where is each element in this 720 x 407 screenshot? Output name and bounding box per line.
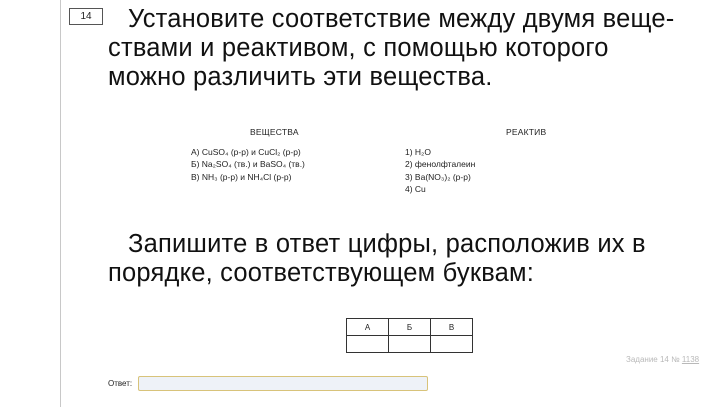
page-margin-rule — [60, 0, 61, 407]
answer-cell-b — [389, 336, 431, 353]
instruction-line-2: порядке, соответствующем буквам: — [108, 259, 535, 287]
substances-header: ВЕЩЕСТВА — [250, 127, 299, 137]
task-reference-prefix: Задание 14 № — [626, 355, 680, 364]
task-reference-link[interactable]: 1138 — [681, 355, 700, 364]
reagent-item-2: 2) фенолфталеин — [405, 159, 476, 170]
reagent-item-1: 1) H₂O — [405, 147, 431, 157]
substance-item-b: Б) Na₂SO₄ (тв.) и BaSO₄ (тв.) — [191, 159, 305, 170]
instruction-text — [108, 230, 712, 288]
question-line-3: можно различить эти вещества. — [108, 63, 493, 91]
question-text — [108, 5, 712, 92]
answer-header-v: В — [431, 319, 473, 336]
reagents-list — [405, 146, 475, 195]
answer-cell-v — [431, 336, 473, 353]
substance-item-v: В) NH₃ (р-р) и NH₄Cl (р-р) — [191, 171, 292, 182]
answer-table — [346, 318, 473, 353]
reagent-item-4: 4) Cu — [405, 183, 426, 194]
answer-label: Ответ: — [108, 379, 133, 388]
answer-table-header-row — [347, 319, 473, 336]
substances-list — [191, 146, 305, 183]
question-line-1: Установите соответствие между двумя веще- — [128, 5, 675, 33]
question-line-2: ствами и реактивом, с помощью которого — [108, 34, 609, 62]
answer-input[interactable] — [138, 376, 428, 391]
task-reference — [626, 355, 699, 364]
task-number-badge: 14 — [69, 8, 103, 25]
answer-header-b: Б — [389, 319, 431, 336]
answer-cell-a — [347, 336, 389, 353]
reagent-item-3: 3) Ba(NO₃)₂ (р-р) — [405, 171, 471, 182]
substance-item-a: А) CuSO₄ (р-р) и CuCl₂ (р-р) — [191, 147, 301, 157]
reagents-header: РЕАКТИВ — [506, 127, 547, 137]
answer-table-value-row — [347, 336, 473, 353]
instruction-line-1: Запишите в ответ цифры, расположив их в — [128, 230, 646, 258]
answer-header-a: А — [347, 319, 389, 336]
